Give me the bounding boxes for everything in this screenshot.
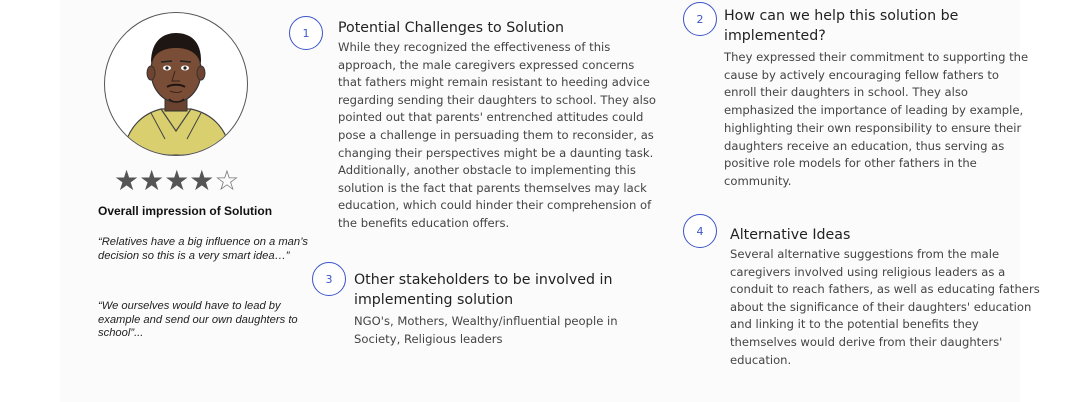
section-4-body: Several alternative suggestions from the male caregivers involved using religious leaders as a conduit to reach fathers, as well as educating fathers about the significance of their daughters' education and linking it to the potential benefits they themselves would derive from their daughters' education.	[730, 247, 1040, 367]
section-2-body: They expressed their commitment to supporting the cause by actively encouraging fellow fathers to enroll their daughters in school. They also emphasized the importance of leading by example, highlighting their own responsibility to ensure their daughters receive an education, thus serving as positive role models for other fathers in the community.	[724, 50, 1029, 188]
quote-1: “Relatives have a big influence on a man’s decision so this is a very smart idea…”	[98, 236, 308, 262]
section-3-body: NGO's, Mothers, Wealthy/influential people in Society, Religious leaders	[354, 314, 618, 346]
section-1-title: Potential Challenges to Solution	[338, 20, 565, 36]
section-1-body: While they recognized the effectiveness of this approach, the male caregivers expressed concerns that fathers might remain resistant to heeding advice regarding sending their daughters to school. They also pointed out that parents' entrenched attitudes could pose a challenge in persuading them to reconsider, as changing their perspectives might be a daunting task. Additionally, another obstacle to implementing this solution is the fact that parents themselves may lack education, which could hinder their comprehension of the benefits education offers.	[338, 40, 656, 230]
rating-stars-filled: ★★★★	[114, 164, 215, 197]
man-portrait-illustration-icon	[105, 13, 247, 155]
section-3-number-badge: 3	[312, 262, 346, 296]
rating-stars	[114, 166, 240, 196]
avatar	[104, 12, 248, 156]
section-3-title: Other stakeholders to be involved in implementing solution	[354, 272, 613, 308]
section-1-number-badge: 1	[289, 16, 323, 50]
section-2-number-badge: 2	[683, 2, 717, 36]
rating-stars-empty: ☆	[214, 164, 240, 197]
impression-title: Overall impression of Solution	[98, 204, 273, 218]
section-4-title: Alternative Ideas	[730, 227, 851, 243]
section-2-title: How can we help this solution be implemented?	[724, 8, 959, 44]
section-4-number-badge: 4	[683, 214, 717, 248]
quote-2: “We ourselves would have to lead by example and send our own daughters to school”...	[98, 300, 298, 339]
